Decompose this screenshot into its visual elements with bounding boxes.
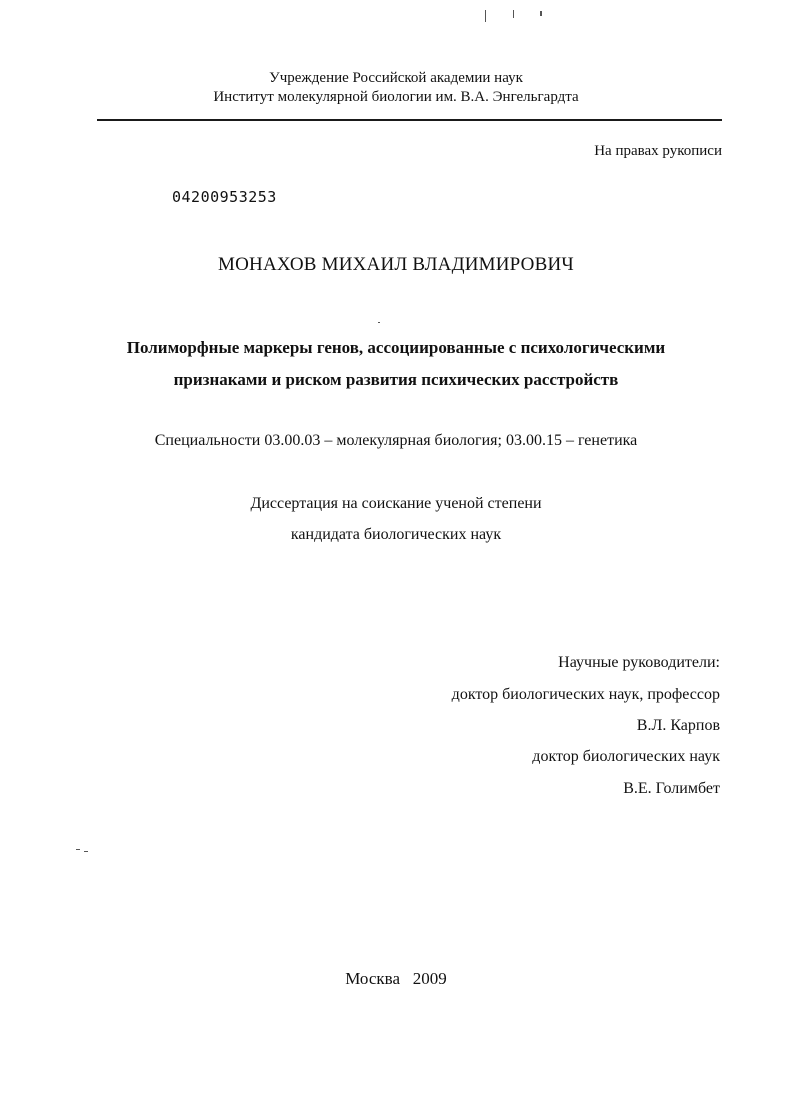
title-line-1: Полиморфные маркеры генов, ассоциированные с психологическими xyxy=(126,338,666,357)
degree-line-1: Диссертация на соискание ученой степени xyxy=(250,495,542,512)
rights-note: На правах рукописи xyxy=(594,143,722,159)
catalog-code: 04200953253 xyxy=(172,188,277,206)
advisor-1-title: доктор биологических наук, профессор xyxy=(451,686,720,703)
author-name: МОНАХОВ МИХАИЛ ВЛАДИМИРОВИЧ xyxy=(218,254,574,275)
scan-speck xyxy=(513,10,514,18)
scan-speck xyxy=(378,322,380,323)
advisor-2-name: В.Е. Голимбет xyxy=(623,780,720,797)
place-year: Москва 2009 xyxy=(345,969,447,988)
advisor-1-name: В.Л. Карпов xyxy=(636,717,720,734)
specialties: Специальности 03.00.03 – молекулярная биология; 03.00.15 – генетика xyxy=(154,432,638,449)
scan-speck xyxy=(84,851,88,852)
scan-speck xyxy=(540,11,542,16)
advisor-2-title: доктор биологических наук xyxy=(532,748,720,765)
organization-name: Учреждение Российской академии наук xyxy=(269,70,523,86)
header-divider xyxy=(97,119,722,121)
scan-speck xyxy=(485,10,486,22)
degree-line-2: кандидата биологических наук xyxy=(290,526,502,543)
scan-speck xyxy=(76,849,80,850)
advisors-heading: Научные руководители: xyxy=(558,654,720,671)
title-line-2: признаками и риском развития психических расстройств xyxy=(173,370,619,389)
institute-name: Институт молекулярной биологии им. В.А. Энгельгардта xyxy=(213,89,579,105)
